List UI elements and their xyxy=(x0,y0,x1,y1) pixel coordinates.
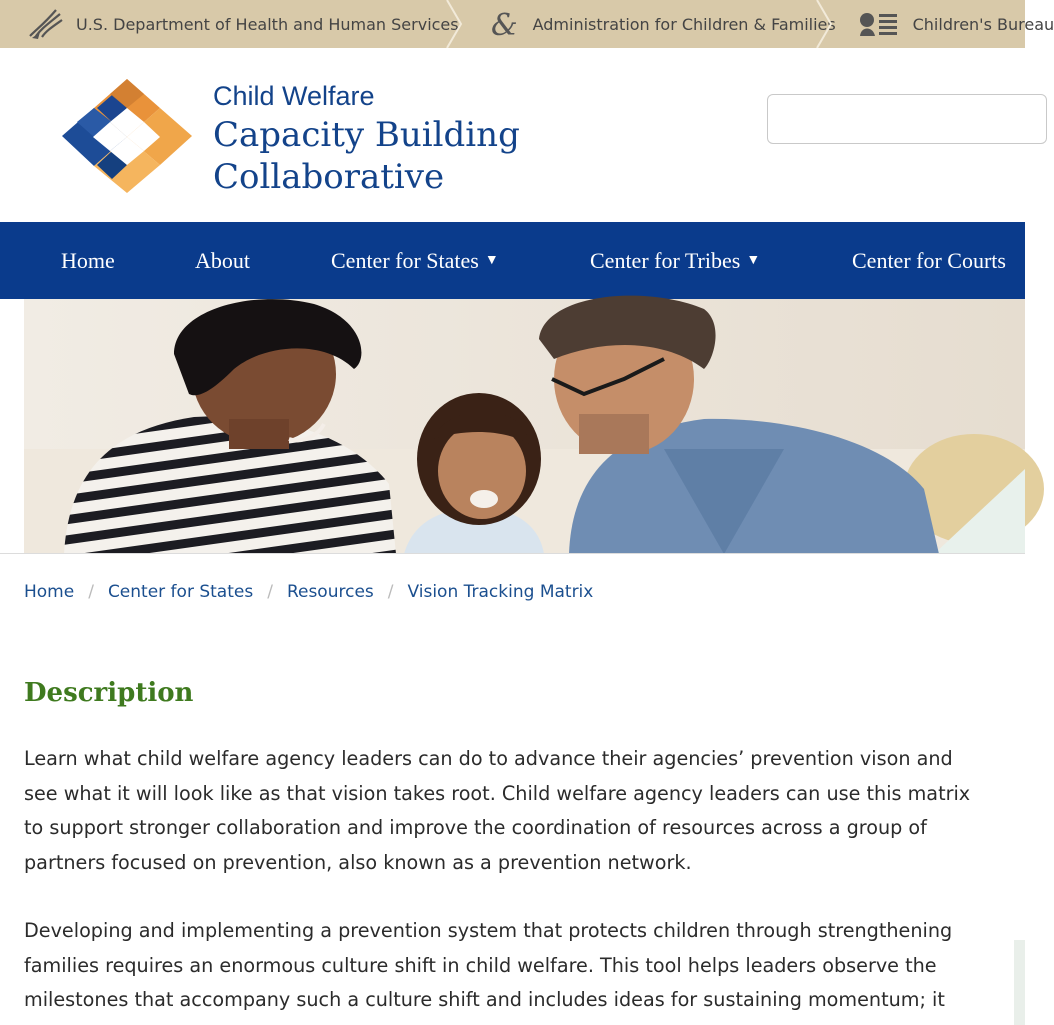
site-brand xyxy=(213,78,520,198)
nav-item-label: Center for States xyxy=(331,247,479,273)
description-paragraph-2: Developing and implementing a prevention system that protects children through strengthening families requires an enormous culture shift in child welfare. This tool helps leaders observe the milestones that accompany such a culture shift and includes ideas for sustaining momentum; it xyxy=(24,919,953,1011)
agency-label-childrens-bureau: Children's Bureau xyxy=(912,14,1054,34)
hhs-eagle-icon xyxy=(26,6,64,42)
brand-line-3: Collaborative xyxy=(213,157,445,197)
agency-label-acf: Administration for Children & Families xyxy=(532,14,836,34)
hero-divider xyxy=(0,553,1025,554)
svg-text:&: & xyxy=(490,8,518,43)
breadcrumb-separator: / xyxy=(387,582,394,602)
agency-link-acf[interactable] xyxy=(459,0,836,48)
agency-link-childrens-bureau[interactable] xyxy=(829,0,1054,48)
caret-down-icon: ▼ xyxy=(746,252,761,268)
caret-down-icon: ▼ xyxy=(484,252,499,268)
breadcrumb-separator: / xyxy=(88,582,94,602)
ccbc-diamond-logo xyxy=(60,77,194,195)
brand-line-1: Child Welfare xyxy=(213,81,375,111)
breadcrumb-separator: / xyxy=(267,582,273,602)
breadcrumb xyxy=(24,582,593,602)
acf-ampersand-icon xyxy=(489,7,521,41)
hero-family-photo xyxy=(24,299,1025,554)
site-header xyxy=(0,48,1025,222)
nav-item-center-for-states[interactable] xyxy=(331,222,499,299)
description-paragraph-1: Learn what child welfare agency leaders can do to advance their agencies’ prevention vison and see what it will look like as that vision takes root. Child welfare agency leaders can use this matrix to support stronger collaboration and improve the coordination of resources across a group of partners focused on prevention, also known as a prevention network. xyxy=(24,747,971,874)
section-title-description: Description xyxy=(24,678,194,708)
search-input[interactable] xyxy=(767,94,1047,144)
side-scroll-tab xyxy=(1014,940,1025,1025)
nav-item-home[interactable] xyxy=(61,222,115,299)
nav-item-label: Home xyxy=(61,247,115,273)
childrens-bureau-icon xyxy=(857,8,901,40)
brand-line-2: Capacity Building xyxy=(213,115,520,155)
nav-item-label: Center for Tribes xyxy=(590,247,741,273)
agency-bar xyxy=(0,0,1054,48)
nav-item-center-for-tribes[interactable] xyxy=(590,222,760,299)
nav-item-center-for-courts[interactable] xyxy=(852,222,1006,299)
breadcrumb-center-for-states[interactable]: Center for States xyxy=(107,582,254,602)
breadcrumb-resources[interactable]: Resources xyxy=(286,582,374,602)
agency-link-hhs[interactable] xyxy=(0,0,459,48)
breadcrumb-home[interactable]: Home xyxy=(24,582,75,602)
nav-item-label: Center for Courts xyxy=(852,247,1006,273)
breadcrumb-vision-tracking-matrix[interactable]: Vision Tracking Matrix xyxy=(407,582,594,602)
nav-item-about[interactable] xyxy=(195,222,250,299)
main-nav xyxy=(0,222,1025,299)
nav-item-label: About xyxy=(195,247,250,273)
agency-label-hhs: U.S. Department of Health and Human Services xyxy=(76,14,459,34)
